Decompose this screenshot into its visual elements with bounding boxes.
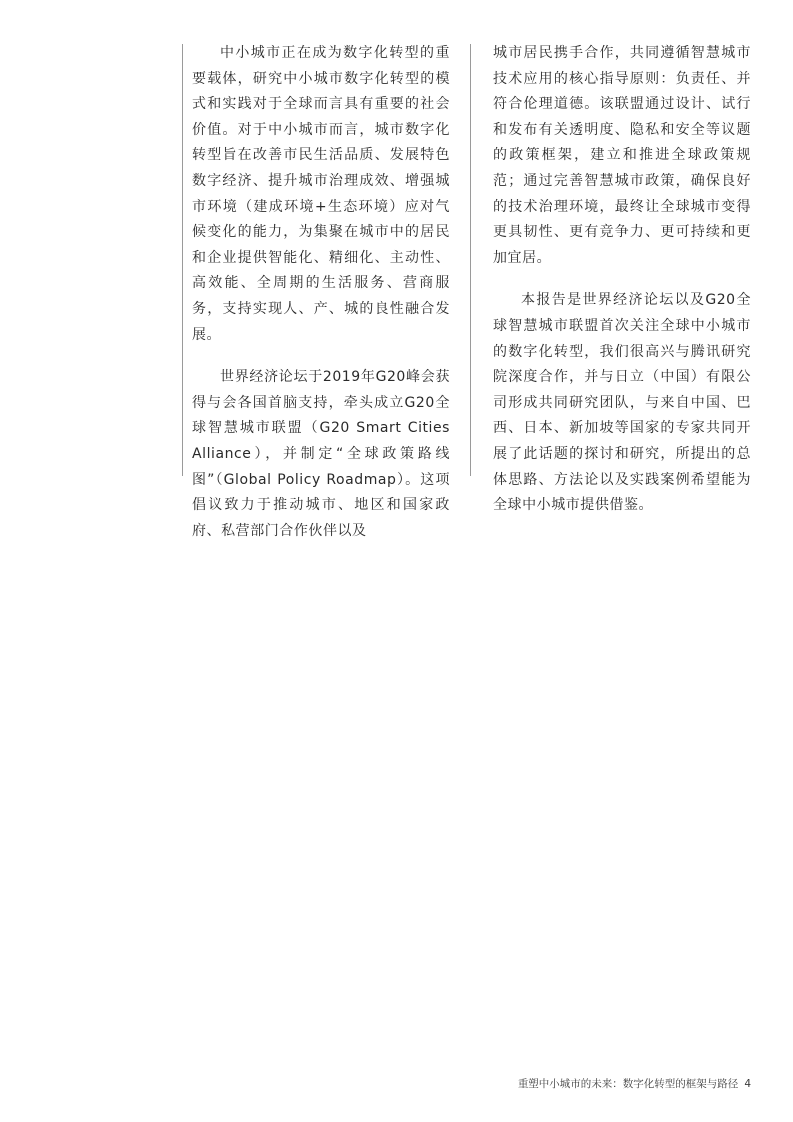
body-paragraph: 世界经济论坛于2019年G20峰会获得与会各国首脑支持，牵头成立G20全球智慧城市联盟（G20 Smart Cities Alliance），并制定“全球政策路线图”（Global Policy Roadmap）。这项倡议致力于推动城市、地区和国家政府、私营部门合作伙伴以及 xyxy=(192,369,450,539)
left-column xyxy=(192,41,450,561)
running-title: 重塑中小城市的未来：数字化转型的框架与路径 xyxy=(517,1078,739,1090)
center-column-rule xyxy=(470,44,471,476)
right-column xyxy=(493,41,751,536)
page-footer xyxy=(518,1076,751,1091)
page-number: 4 xyxy=(744,1078,751,1090)
body-paragraph: 中小城市正在成为数字化转型的重要载体，研究中小城市数字化转型的模式和实践对于全球而言具有重要的社会价值。对于中小城市而言，城市数字化转型旨在改善市民生活品质、发展特色数字经济、提升城市治理成效、增强城市环境（建成环境+生态环境）应对气候变化的能力，为集聚在城市中的居民和企业提供智能化、精细化、主动性、高效能、全周期的生活服务、营商服务，支持实现人、产、城的良性融合发展。 xyxy=(192,45,450,343)
left-column-rule xyxy=(182,44,183,476)
body-paragraph: 本报告是世界经济论坛以及G20全球智慧城市联盟首次关注全球中小城市的数字化转型，我们很高兴与腾讯研究院深度合作，并与日立（中国）有限公司形成共同研究团队，与来自中国、巴西、日本、新加坡等国家的专家共同开展了此话题的探讨和研究，所提出的总体思路、方法论以及实践案例希望能为全球中小城市提供借鉴。 xyxy=(493,292,751,514)
body-paragraph-continued: 城市居民携手合作，共同遵循智慧城市技术应用的核心指导原则：负责任、并符合伦理道德。该联盟通过设计、试行和发布有关透明度、隐私和安全等议题的政策框架，建立和推进全球政策规范；通过完善智慧城市政策，确保良好的技术治理环境，最终让全球城市变得更具韧性、更有竞争力、更可持续和更加宜居。 xyxy=(493,45,751,266)
